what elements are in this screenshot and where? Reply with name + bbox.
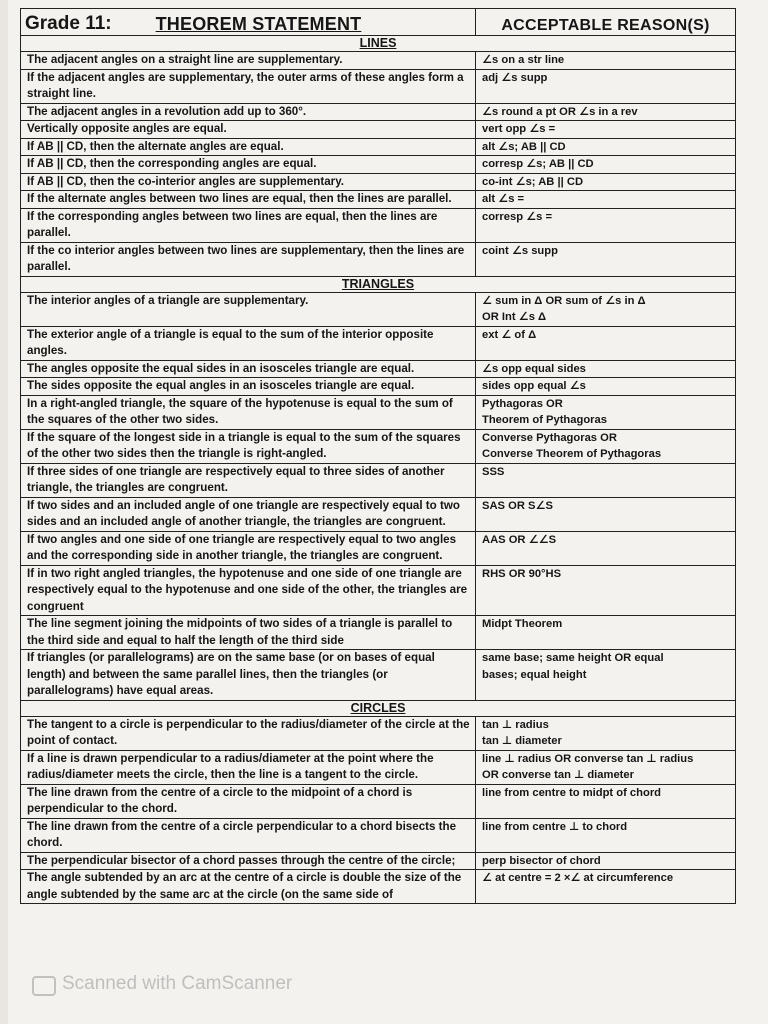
paper-sheet (8, 0, 768, 1024)
table-row (21, 650, 735, 701)
theorem-statement: If a line is drawn perpendicular to a radius/diameter at the point where the radius/diameter meets the circle, then the line is a tangent to the circle. (21, 751, 476, 784)
acceptable-reason: coint ∠s supp (482, 244, 558, 257)
theorem-statement: The angle subtended by an arc at the centre of a circle is double the size of the angle subtended by the same arc at the circle (on the same side of (21, 870, 476, 903)
theorem-statement: The adjacent angles on a straight line are supplementary. (21, 52, 476, 69)
table-row (21, 293, 735, 327)
acceptable-reason: sides opp equal ∠s (482, 380, 586, 392)
statement-column-title: THEOREM STATEMENT (155, 14, 362, 34)
table-row (21, 121, 735, 139)
theorem-statement: If in two right angled triangles, the hypotenuse and one side of one triangle are respectively equal to the hypotenuse and one side of the other, the triangles are congruent (21, 566, 476, 616)
theorem-statement: If the corresponding angles between two lines are equal, then the lines are parallel. (21, 209, 476, 242)
theorem-statement: If two sides and an included angle of one triangle are respectively equal to two sides and an included angle of another triangle, the triangles are congruent. (21, 498, 476, 531)
theorem-statement: In a right-angled triangle, the square of the hypotenuse is equal to the sum of the squares of the other two sides. (21, 396, 476, 429)
acceptable-reason: vert opp ∠s = (482, 123, 556, 135)
acceptable-reason: Midpt Theorem (482, 618, 563, 630)
table-row (21, 396, 735, 430)
acceptable-reason: line from centre to midpt of chord (482, 786, 662, 799)
grade-label: Grade 11: (25, 13, 112, 34)
acceptable-reason: line ⊥ radius OR converse tan ⊥ radius OR converse tan ⊥ diameter (482, 752, 694, 781)
acceptable-reason: Converse Pythagoras OR Converse Theorem of Pythagoras (482, 431, 662, 460)
theorem-table (20, 8, 736, 904)
table-row (21, 104, 735, 122)
camscanner-logo-icon (32, 976, 56, 996)
table-row (21, 327, 735, 361)
acceptable-reason: AAS OR ∠∠S (482, 533, 557, 546)
statement-header-cell (21, 9, 476, 35)
theorem-statement: The perpendicular bisector of a chord passes through the centre of the circle; (21, 853, 476, 870)
theorem-statement: If AB || CD, then the corresponding angles are equal. (21, 156, 476, 173)
table-row (21, 70, 735, 104)
table-row (21, 870, 735, 903)
acceptable-reason: SSS (482, 465, 505, 478)
acceptable-reason: perp bisector of chord (482, 854, 601, 867)
theorem-statement: If AB || CD, then the alternate angles are equal. (21, 139, 476, 156)
table-row (21, 430, 735, 464)
acceptable-reason: Pythagoras OR Theorem of Pythagoras (482, 397, 607, 426)
acceptable-reason: adj ∠s supp (482, 71, 548, 84)
table-row (21, 243, 735, 277)
acceptable-reason: tan ⊥ radius tan ⊥ diameter (482, 718, 562, 747)
table-header (21, 9, 735, 36)
acceptable-reason: ∠s opp equal sides (482, 362, 586, 375)
table-row (21, 174, 735, 192)
table-row (21, 498, 735, 532)
theorem-statement: The adjacent angles in a revolution add up to 360°. (21, 104, 476, 121)
theorem-statement: If triangles (or parallelograms) are on the same base (or on bases of equal length) and between the same parallel lines, then the triangles (or parallelograms) have equal areas. (21, 650, 476, 700)
theorem-statement: The angles opposite the equal sides in an isosceles triangle are equal. (21, 361, 476, 378)
theorem-statement: The sides opposite the equal angles in an isosceles triangle are equal. (21, 378, 476, 395)
acceptable-reason: alt ∠s; AB || CD (482, 140, 566, 153)
theorem-statement: The line segment joining the midpoints of two sides of a triangle is parallel to the third side and equal to half the length of the third side (21, 616, 476, 649)
acceptable-reason: ∠s on a str line (482, 54, 565, 66)
acceptable-reason: ext ∠ of Δ (482, 328, 537, 341)
acceptable-reason: corresp ∠s = (482, 210, 553, 223)
acceptable-reason: co-int ∠s; AB || CD (482, 175, 584, 188)
theorem-statement: If two angles and one side of one triangle are respectively equal to two angles and the corresponding side in another triangle, the triangles are congruent. (21, 532, 476, 565)
theorem-statement: The line drawn from the centre of a circle to the midpoint of a chord is perpendicular to the chord. (21, 785, 476, 818)
acceptable-reason: same base; same height OR equal bases; equal height (482, 652, 664, 681)
section-title-circles: CIRCLES (21, 701, 735, 717)
acceptable-reason: line from centre ⊥ to chord (482, 820, 628, 833)
table-row (21, 717, 735, 751)
theorem-statement: The line drawn from the centre of a circle perpendicular to a chord bisects the chord. (21, 819, 476, 852)
table-row (21, 853, 735, 871)
table-row (21, 191, 735, 209)
table-row (21, 52, 735, 70)
table-row (21, 139, 735, 157)
table-body (21, 36, 735, 903)
acceptable-reason: corresp ∠s; AB || CD (482, 158, 594, 170)
theorem-statement: If the co interior angles between two lines are supplementary, then the lines are parallel. (21, 243, 476, 276)
table-row (21, 785, 735, 819)
theorem-statement: If the alternate angles between two lines are equal, then the lines are parallel. (21, 191, 476, 208)
table-row (21, 156, 735, 174)
theorem-statement: Vertically opposite angles are equal. (21, 121, 476, 138)
section-title-lines: LINES (21, 36, 735, 52)
acceptable-reason: alt ∠s = (482, 193, 525, 205)
table-row (21, 819, 735, 853)
acceptable-reason: ∠ sum in Δ OR sum of ∠s in Δ OR Int ∠s Δ (482, 294, 646, 323)
acceptable-reason: SAS OR S∠S (482, 499, 553, 512)
theorem-statement: The interior angles of a triangle are supplementary. (21, 293, 476, 326)
table-row (21, 566, 735, 617)
theorem-statement: The tangent to a circle is perpendicular to the radius/diameter of the circle at the point of contact. (21, 717, 476, 750)
table-row (21, 378, 735, 396)
theorem-statement: If the adjacent angles are supplementary, the outer arms of these angles form a straight line. (21, 70, 476, 103)
acceptable-reason: ∠s round a pt OR ∠s in a rev (482, 105, 638, 118)
table-row (21, 751, 735, 785)
acceptable-reason: RHS OR 90°HS (482, 567, 562, 580)
reason-column-title: ACCEPTABLE REASON(S) (501, 17, 710, 34)
section-title-triangles: TRIANGLES (21, 277, 735, 293)
acceptable-reason: ∠ at centre = 2 ×∠ at circumference (482, 872, 674, 884)
table-row (21, 616, 735, 650)
table-row (21, 361, 735, 379)
watermark-label: Scanned with CamScanner (62, 973, 293, 994)
theorem-statement: The exterior angle of a triangle is equal to the sum of the interior opposite angles. (21, 327, 476, 360)
table-row (21, 209, 735, 243)
theorem-statement: If AB || CD, then the co-interior angles are supplementary. (21, 174, 476, 191)
theorem-statement: If three sides of one triangle are respectively equal to three sides of another triangle, the triangles are congruent. (21, 464, 476, 497)
table-row (21, 532, 735, 566)
table-row (21, 464, 735, 498)
theorem-statement: If the square of the longest side in a triangle is equal to the sum of the squares of the other two sides then the triangle is right-angled. (21, 430, 476, 463)
